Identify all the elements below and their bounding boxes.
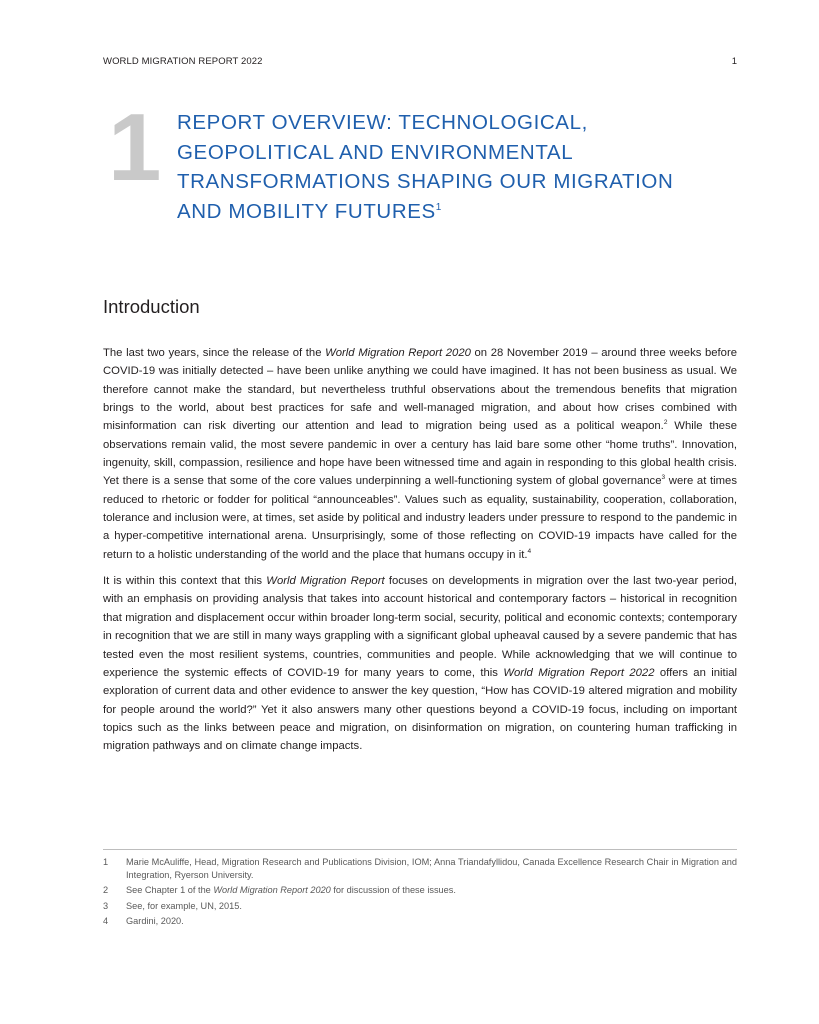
footnote-ref-4: 4 (527, 548, 532, 556)
chapter-title (177, 108, 717, 226)
p1-text-a: The last two years, since the release of the (103, 347, 326, 359)
p2-text-a: It is within this context that this (103, 575, 267, 588)
page-number: 1 (731, 56, 737, 67)
fn2-italic-report-title: World Migration Report 2020 (213, 885, 331, 895)
p1-text-c: While these observations remain valid, the most severe pandemic in over a century has laid bare some other “home truths”. Innovation, ingenuity, skill, compassion, resilience and hope have been witnessed time and again in responding to this global health crisis. Yet there is a sense that some of the core values underpinning a well-functioning system of global governance (103, 420, 737, 488)
fn2-text-b: for discussion of these issues. (330, 885, 456, 895)
chapter-title-text: REPORT OVERVIEW: TECHNOLOGICAL, GEOPOLITICAL AND ENVIRONMENTAL TRANSFORMATIONS SHAPING OUR MIGRATION AND MOBILITY FUTURES (177, 111, 674, 223)
fn2-text-a: See Chapter 1 of the (126, 885, 214, 895)
p1-text-d: were at times reduced to rhetoric or fodder for political “announceables”. Values such as equality, sustainability, cooperation, collaboration, tolerance and inclusion were, at times, set aside by political and industry leaders under pressure to respond to the pandemic in a hyper-competitive international arena. Unsurprisingly, some of those reflecting on COVID-19 impacts have called for the return to a holistic understanding of the world and the place that humans occupy in it. (103, 475, 737, 561)
chapter-title-footnote-ref: 1 (435, 201, 442, 213)
running-header-title: WORLD MIGRATION REPORT 2022 (103, 56, 263, 67)
p1-text-b: on 28 November 2019 – around three weeks before COVID-19 was initially detected – have been unlike anything we could have imagined. It has not been business as usual. We therefore cannot make the standard, but nevertheless truthful observations about the tremendous benefits that migration brings to the world, about best practices for safe and well-managed migration, and about how crises combined with misinformation can risk diverting our attention and lead to migration being used as a political weapon. (103, 347, 738, 433)
footnote-2 (103, 884, 737, 897)
paragraph-1 (103, 344, 737, 564)
p2-italic-report-title: World Migration Report (266, 575, 385, 588)
footnote-text: See, for example, UN, 2015. (126, 900, 242, 911)
footnote-number: 2 (103, 885, 109, 895)
footnote-divider (103, 849, 737, 850)
footnote-4 (103, 915, 737, 928)
chapter-number: 1 (108, 94, 162, 201)
footnote-ref-3: 3 (661, 474, 666, 482)
body-text (103, 344, 737, 764)
footnote-text: Marie McAuliffe, Head, Migration Research and Publications Division, IOM; Anna Triandafyllidou, Canada Excellence Research Chair in Migration and Integration, Ryerson University. (126, 857, 737, 880)
footnote-number: 3 (103, 900, 109, 911)
footnote-number: 1 (103, 857, 109, 867)
paragraph-2 (103, 572, 737, 755)
p2-text-c: offers an initial exploration of current data and other evidence to answer the key question, “How has COVID-19 altered migration and mobility for people around the world?” Yet it also answers many other questions beyond a COVID-19 focus, including on important topics such as the links between peace and migration, on disinformation on migration, on countering human trafficking in migration pathways and on climate change impacts. (103, 666, 737, 753)
footnote-3 (103, 900, 737, 913)
footnote-number: 4 (103, 916, 109, 926)
footnote-text (126, 884, 737, 897)
footnote-text: Gardini, 2020. (126, 916, 184, 926)
section-heading-introduction: Introduction (103, 296, 200, 317)
footnotes (103, 856, 737, 931)
footnote-ref-2: 2 (663, 419, 668, 427)
footnote-1 (103, 856, 737, 881)
p1-italic-report-title: World Migration Report 2020 (325, 347, 471, 359)
p2-text-b: focuses on developments in migration over the last two-year period, with an emphasis on providing analysis that takes into account historical and contemporary factors – historical in recognition that migration and displacement occur within broader long-term social, security, political and economic contexts; contemporary in recognition that we are still in many ways grappling with a significant global upheaval caused by a severe pandemic that has tested even the most resilient systems, countries, communities and people. While acknowledging that we will continue to experience the systemic effects of COVID-19 for many years to come, this (103, 575, 737, 679)
p2-italic-report-title-2022: World Migration Report 2022 (503, 666, 655, 679)
